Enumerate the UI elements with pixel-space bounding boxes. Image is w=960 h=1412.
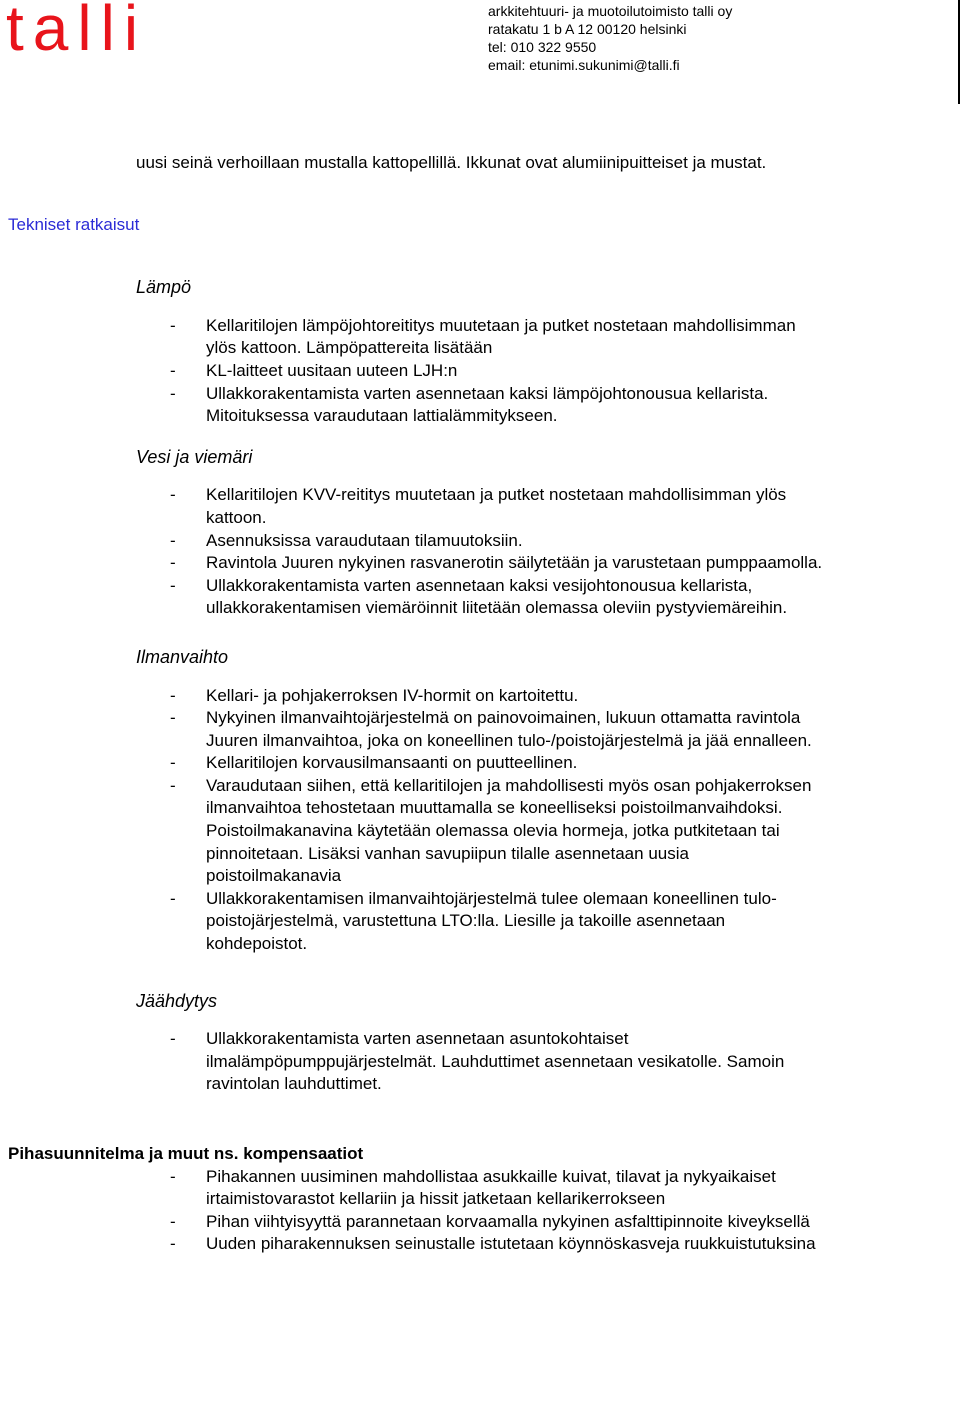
- bullet-dash: -: [170, 383, 176, 403]
- list-item-text: Nykyinen ilmanvaihtojärjestelmä on painovoimainen, lukuun ottamatta ravintola Juuren ilmanvaihtoa, joka on koneellinen tulo-/poistojärjestelmä ja jää ennalleen.: [206, 708, 812, 750]
- company-contact-block: [488, 2, 732, 74]
- list-item: [0, 775, 826, 888]
- list-item-text: Ullakkorakentamista varten asennetaan kaksi vesijohtonousua kellarista, ullakkorakentamisen viemäröinnit liitetään olemassa oleviin pystyviemäreihin.: [206, 575, 788, 618]
- bullet-dash: -: [170, 553, 176, 573]
- water-sewer-list: [0, 484, 960, 620]
- technical-solutions-heading: Tekniset ratkaisut: [8, 214, 140, 234]
- list-item-text: Asennuksissa varaudutaan tilamuutoksiin.: [206, 530, 523, 550]
- list-item-text: Kellaritilojen korvausilmansaanti on puutteellinen.: [206, 753, 578, 773]
- list-item: [0, 360, 826, 383]
- list-item-text: Ullakkorakentamista varten asennetaan kaksi lämpöjohtonousua kellarista. Mitoituksessa varaudutaan lattialämmitykseen.: [206, 383, 769, 426]
- list-item: [0, 707, 826, 752]
- list-item: [0, 685, 826, 708]
- list-item: [0, 575, 826, 620]
- bullet-dash: -: [170, 888, 176, 908]
- bullet-dash: -: [170, 360, 176, 380]
- ventilation-subheading: Ilmanvaihto: [136, 646, 229, 667]
- list-item-text: Pihakannen uusiminen mahdollistaa asukkaille kuivat, tilavat ja nykyaikaiset irtaimistovarastot kellariin ja hissit jatketaan kellarikerrokseen: [206, 1166, 776, 1209]
- list-item-text: Uuden piharakennuksen seinustalle istutetaan köynnöskasveja ruukkuistutuksina: [206, 1234, 816, 1254]
- ventilation-list: [0, 685, 960, 956]
- bullet-dash: -: [170, 530, 176, 550]
- cooling-list: [0, 1028, 960, 1096]
- list-item-text: Varaudutaan siihen, että kellaritilojen ja mahdollisesti myös osan pohjakerroksen ilmanvaihtoa tehostetaan muuttamalla se koneelliseksi poistoilmanvaihdoksi. Poistoilmakanavina käytetään olemassa olevia hormeja, jotka putkitetaan tai pinnoitetaan. Lisäksi vanhan savupiipun tilalle asennetaan uusia poistoilmakanavia: [206, 775, 812, 886]
- heating-list: [0, 315, 960, 428]
- list-item-text: Kellari- ja pohjakerroksen IV-hormit on kartoitettu.: [206, 685, 579, 705]
- bullet-dash: -: [170, 575, 176, 595]
- company-address: ratakatu 1 b A 12 00120 helsinki: [488, 21, 687, 37]
- intro-paragraph: uusi seinä verhoillaan mustalla kattopellillä. Ikkunat ovat alumiinipuitteiset ja mustat.: [136, 153, 767, 172]
- list-item: [0, 1233, 826, 1256]
- list-item: [0, 315, 826, 360]
- list-item-text: Ravintola Juuren nykyinen rasvanerotin säilytetään ja varustetaan pumppaamolla.: [206, 553, 823, 573]
- list-item: [0, 752, 826, 775]
- company-phone: tel: 010 322 9550: [488, 39, 597, 55]
- company-email: email: etunimi.sukunimi@talli.fi: [488, 57, 680, 73]
- list-item-text: Ullakkorakentamisen ilmanvaihtojärjestelmä tulee olemaan koneellinen tulo-poistojärjestelmä, varustettuna LTO:lla. Liesille ja takoille asennetaan kohdepoistot.: [206, 888, 777, 954]
- cooling-subheading: Jäähdytys: [136, 990, 218, 1011]
- yard-plan-list: [0, 1166, 960, 1256]
- list-item: [0, 888, 826, 956]
- list-item: [0, 484, 826, 529]
- list-item: [0, 383, 826, 428]
- company-name: arkkitehtuuri- ja muotoilutoimisto talli oy: [488, 3, 733, 19]
- water-sewer-subheading: Vesi ja viemäri: [136, 446, 253, 467]
- list-item: [0, 552, 826, 575]
- bullet-dash: -: [170, 775, 176, 795]
- bullet-dash: -: [170, 1211, 176, 1231]
- yard-plan-heading: Pihasuunnitelma ja muut ns. kompensaatiot: [8, 1144, 364, 1163]
- bullet-dash: -: [170, 1234, 176, 1254]
- list-item: [0, 530, 826, 553]
- list-item: [0, 1211, 826, 1234]
- list-item-text: Pihan viihtyisyyttä parannetaan korvaamalla nykyinen asfalttipinnoite kiveyksellä: [206, 1211, 810, 1231]
- company-logo: talli: [6, 0, 148, 64]
- list-item-text: Kellaritilojen lämpöjohtoreititys muutetaan ja putket nostetaan mahdollisimman ylös kattoon. Lämpöpattereita lisätään: [206, 315, 796, 358]
- list-item-text: Kellaritilojen KVV-reititys muutetaan ja putket nostetaan mahdollisimman ylös kattoon.: [206, 485, 787, 527]
- bullet-dash: -: [170, 1029, 176, 1049]
- bullet-dash: -: [170, 708, 176, 728]
- list-item: [0, 1166, 826, 1211]
- bullet-dash: -: [170, 685, 176, 705]
- bullet-dash: -: [170, 315, 176, 335]
- list-item: [0, 1028, 826, 1096]
- bullet-dash: -: [170, 1166, 176, 1186]
- document-body: [0, 152, 960, 1256]
- bullet-dash: -: [170, 753, 176, 773]
- bullet-dash: -: [170, 485, 176, 505]
- list-item-text: Ullakkorakentamista varten asennetaan asuntokohtaiset ilmalämpöpumppujärjestelmät. Lauhduttimet asennetaan vesikatolle. Samoin ravintolan lauhduttimet.: [206, 1029, 785, 1094]
- list-item-text: KL-laitteet uusitaan uuteen LJH:n: [206, 360, 458, 380]
- heating-subheading: Lämpö: [136, 277, 192, 298]
